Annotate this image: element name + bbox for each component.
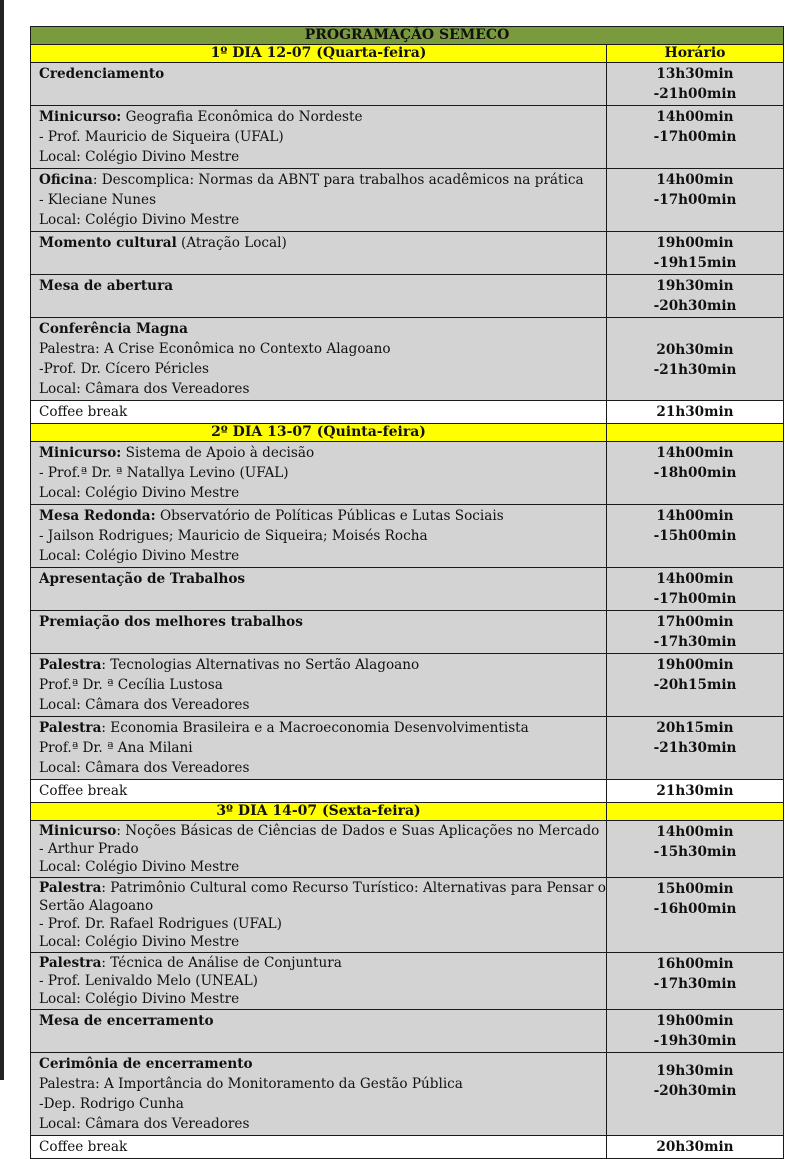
- event-time: 19h00min -19h15min: [607, 232, 784, 275]
- event-talk: Palestra: A Importância do Monitoramento da Gestão Pública: [39, 1076, 463, 1092]
- table-row: [31, 232, 784, 275]
- event-title: Observatório de Políticas Públicas e Lutas Sociais: [155, 508, 504, 524]
- event-time: 14h00min -15h00min: [607, 505, 784, 568]
- event-time: 19h00min -19h30min: [607, 1010, 784, 1053]
- day-header-blank: [607, 803, 784, 821]
- event-speaker: Prof.ª Dr. ª Cecília Lustosa: [39, 677, 223, 693]
- day-header-row: [31, 45, 784, 63]
- event-cell: [31, 442, 607, 505]
- table-row: [31, 401, 784, 424]
- event-title: Coffee break: [39, 404, 128, 420]
- event-location: Local: Colégio Divino Mestre: [39, 991, 240, 1007]
- table-row: [31, 611, 784, 654]
- event-speaker: - Prof.ª Dr. ª Natallya Levino (UFAL): [39, 465, 289, 481]
- event-time: 19h30min -20h30min: [607, 1053, 784, 1136]
- event-location: Local: Colégio Divino Mestre: [39, 149, 240, 165]
- event-time: 19h30min -20h30min: [607, 275, 784, 318]
- table-row: [31, 953, 784, 1010]
- event-cell: [31, 780, 607, 803]
- event-cell: [31, 878, 607, 953]
- event-title: Coffee break: [39, 783, 128, 799]
- event-cell: [31, 63, 607, 106]
- day-header-blank: [607, 424, 784, 442]
- event-time: 14h00min -17h00min: [607, 106, 784, 169]
- event-kind: Palestra: [39, 657, 102, 673]
- event-kind: Palestra: [39, 720, 102, 736]
- event-cell: [31, 1136, 607, 1159]
- event-kind: Conferência Magna: [39, 321, 188, 337]
- event-speaker: - Jailson Rodrigues; Mauricio de Siqueira; Moisés Rocha: [39, 528, 428, 544]
- event-speaker: - Prof. Dr. Rafael Rodrigues (UFAL): [39, 916, 282, 932]
- table-row: [31, 654, 784, 717]
- event-title: : Noções Básicas de Ciências de Dados e Suas Aplicações no Mercado: [116, 823, 600, 839]
- event-location: Local: Colégio Divino Mestre: [39, 548, 240, 564]
- event-time: 16h00min -17h30min: [607, 953, 784, 1010]
- event-location: Local: Colégio Divino Mestre: [39, 212, 240, 228]
- table-title: PROGRAMAÇÃO SEMECO: [31, 27, 784, 45]
- event-title: Premiação dos melhores trabalhos: [39, 614, 303, 630]
- event-title: Geografia Econômica do Nordeste: [121, 109, 363, 125]
- event-kind: Palestra: [39, 955, 102, 971]
- event-time: 20h30min -21h30min: [607, 318, 784, 401]
- event-location: Local: Colégio Divino Mestre: [39, 859, 240, 875]
- event-time: 19h00min -20h15min: [607, 654, 784, 717]
- event-title: Sistema de Apoio à decisão: [121, 445, 315, 461]
- table-row: [31, 1010, 784, 1053]
- event-time: 21h30min: [607, 780, 784, 803]
- table-row: [31, 318, 784, 401]
- event-cell: [31, 1010, 607, 1053]
- event-title: : Patrimônio Cultural como Recurso Turístico: Alternativas para Pensar o: [101, 880, 606, 896]
- table-row: [31, 780, 784, 803]
- event-cell: [31, 232, 607, 275]
- table-row: [31, 63, 784, 106]
- event-cell: [31, 275, 607, 318]
- event-cell: [31, 1053, 607, 1136]
- event-cell: [31, 318, 607, 401]
- event-title: Mesa de encerramento: [39, 1013, 214, 1029]
- event-time: 17h00min -17h30min: [607, 611, 784, 654]
- event-title: : Tecnologias Alternativas no Sertão Alagoano: [101, 657, 420, 673]
- event-location: Local: Colégio Divino Mestre: [39, 485, 240, 501]
- page-edge-line: [0, 0, 4, 1080]
- day-1-heading: 1º DIA 12-07 (Quarta-feira): [31, 45, 607, 63]
- table-row: [31, 106, 784, 169]
- event-time: 21h30min: [607, 401, 784, 424]
- table-row: [31, 505, 784, 568]
- event-speaker: -Prof. Dr. Cícero Péricles: [39, 361, 209, 377]
- event-title: Mesa de abertura: [39, 278, 174, 294]
- event-speaker: - Prof. Lenivaldo Melo (UNEAL): [39, 973, 258, 989]
- event-title: Coffee break: [39, 1139, 128, 1155]
- event-kind: Minicurso:: [39, 109, 122, 125]
- event-speaker: - Prof. Mauricio de Siqueira (UFAL): [39, 129, 284, 145]
- event-title-continued: Sertão Alagoano: [39, 898, 154, 914]
- event-kind: Cerimônia de encerramento: [39, 1056, 253, 1072]
- event-cell: [31, 169, 607, 232]
- event-location: Local: Colégio Divino Mestre: [39, 934, 240, 950]
- event-kind: Minicurso: [39, 823, 117, 839]
- event-cell: [31, 611, 607, 654]
- event-speaker: -Dep. Rodrigo Cunha: [39, 1096, 184, 1112]
- event-location: Local: Câmara dos Vereadores: [39, 697, 250, 713]
- event-cell: [31, 821, 607, 878]
- event-time: 14h00min -17h00min: [607, 169, 784, 232]
- event-kind: Palestra: [39, 880, 102, 896]
- event-time: 14h00min -17h00min: [607, 568, 784, 611]
- event-title: (Atração Local): [176, 235, 287, 251]
- event-title: : Descomplica: Normas da ABNT para trabalhos acadêmicos na prática: [92, 172, 584, 188]
- event-cell: [31, 717, 607, 780]
- table-row: [31, 821, 784, 878]
- table-row: [31, 275, 784, 318]
- event-kind: Minicurso:: [39, 445, 122, 461]
- event-cell: [31, 953, 607, 1010]
- event-kind: Oficina: [39, 172, 93, 188]
- schedule-table: [30, 26, 784, 1159]
- event-kind: Momento cultural: [39, 235, 177, 251]
- event-location: Local: Câmara dos Vereadores: [39, 760, 250, 776]
- day-2-heading: 2º DIA 13-07 (Quinta-feira): [31, 424, 607, 442]
- event-cell: [31, 505, 607, 568]
- event-cell: [31, 568, 607, 611]
- table-row: [31, 717, 784, 780]
- table-row: [31, 1053, 784, 1136]
- event-speaker: - Arthur Prado: [39, 841, 139, 857]
- event-cell: [31, 106, 607, 169]
- event-time: 20h15min -21h30min: [607, 717, 784, 780]
- table-row: [31, 442, 784, 505]
- event-title: : Economia Brasileira e a Macroeconomia Desenvolvimentista: [101, 720, 529, 736]
- day-header-row: [31, 803, 784, 821]
- event-location: Local: Câmara dos Vereadores: [39, 1116, 250, 1132]
- event-title: : Técnica de Análise de Conjuntura: [101, 955, 342, 971]
- event-speaker: - Kleciane Nunes: [39, 192, 157, 208]
- event-time: 13h30min -21h00min: [607, 63, 784, 106]
- event-time: 14h00min -15h30min: [607, 821, 784, 878]
- table-row: [31, 878, 784, 953]
- event-title: Apresentação de Trabalhos: [39, 571, 246, 587]
- event-cell: [31, 654, 607, 717]
- table-row: [31, 1136, 784, 1159]
- time-column-header: Horário: [607, 45, 784, 63]
- event-location: Local: Câmara dos Vereadores: [39, 381, 250, 397]
- event-title: Credenciamento: [39, 66, 165, 82]
- table-row: [31, 568, 784, 611]
- event-cell: [31, 401, 607, 424]
- event-kind: Mesa Redonda:: [39, 508, 156, 524]
- event-time: 14h00min -18h00min: [607, 442, 784, 505]
- day-3-heading: 3º DIA 14-07 (Sexta-feira): [31, 803, 607, 821]
- event-speaker: Prof.ª Dr. ª Ana Milani: [39, 740, 193, 756]
- title-row: [31, 27, 784, 45]
- event-time: 20h30min: [607, 1136, 784, 1159]
- event-talk: Palestra: A Crise Econômica no Contexto Alagoano: [39, 341, 391, 357]
- event-time: 15h00min -16h00min: [607, 878, 784, 953]
- table-row: [31, 169, 784, 232]
- day-header-row: [31, 424, 784, 442]
